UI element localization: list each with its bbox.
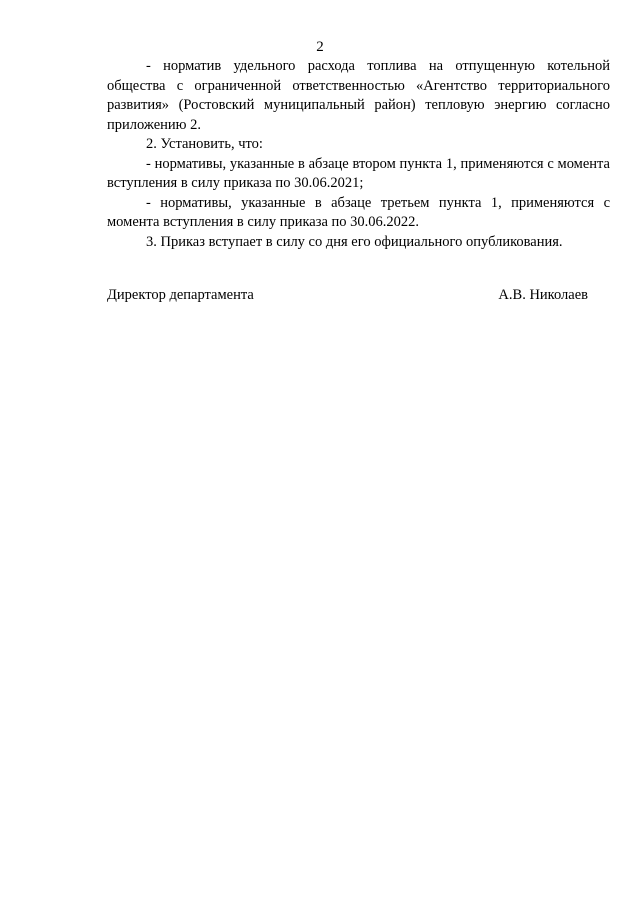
paragraph-norms-2021: - нормативы, указанные в абзаце втором пункта 1, применяются с момента вступления в силу приказа по 30.06.2021; xyxy=(107,155,610,191)
document-body xyxy=(107,57,610,252)
signatory-position: Директор департамента xyxy=(107,287,254,303)
paragraph-establish: 2. Установить, что: xyxy=(146,136,263,152)
paragraph-norms-2022: - нормативы, указанные в абзаце третьем пункта 1, применяются с момента вступления в силу приказа по 30.06.2022. xyxy=(107,194,610,230)
paragraph-effective-date: 3. Приказ вступает в силу со дня его официального опубликования. xyxy=(146,233,563,250)
page-number: 2 xyxy=(316,39,324,55)
signatory-name: А.В. Николаев xyxy=(498,287,588,303)
signature-block xyxy=(107,286,588,305)
paragraph-fuel-norm: - норматив удельного расхода топлива на отпущенную котельной общества с ограниченной ответственностью «Агентство территориального развития» (Ростовский муниципальный район) тепловую энергию согласно приложению 2. xyxy=(107,58,610,133)
